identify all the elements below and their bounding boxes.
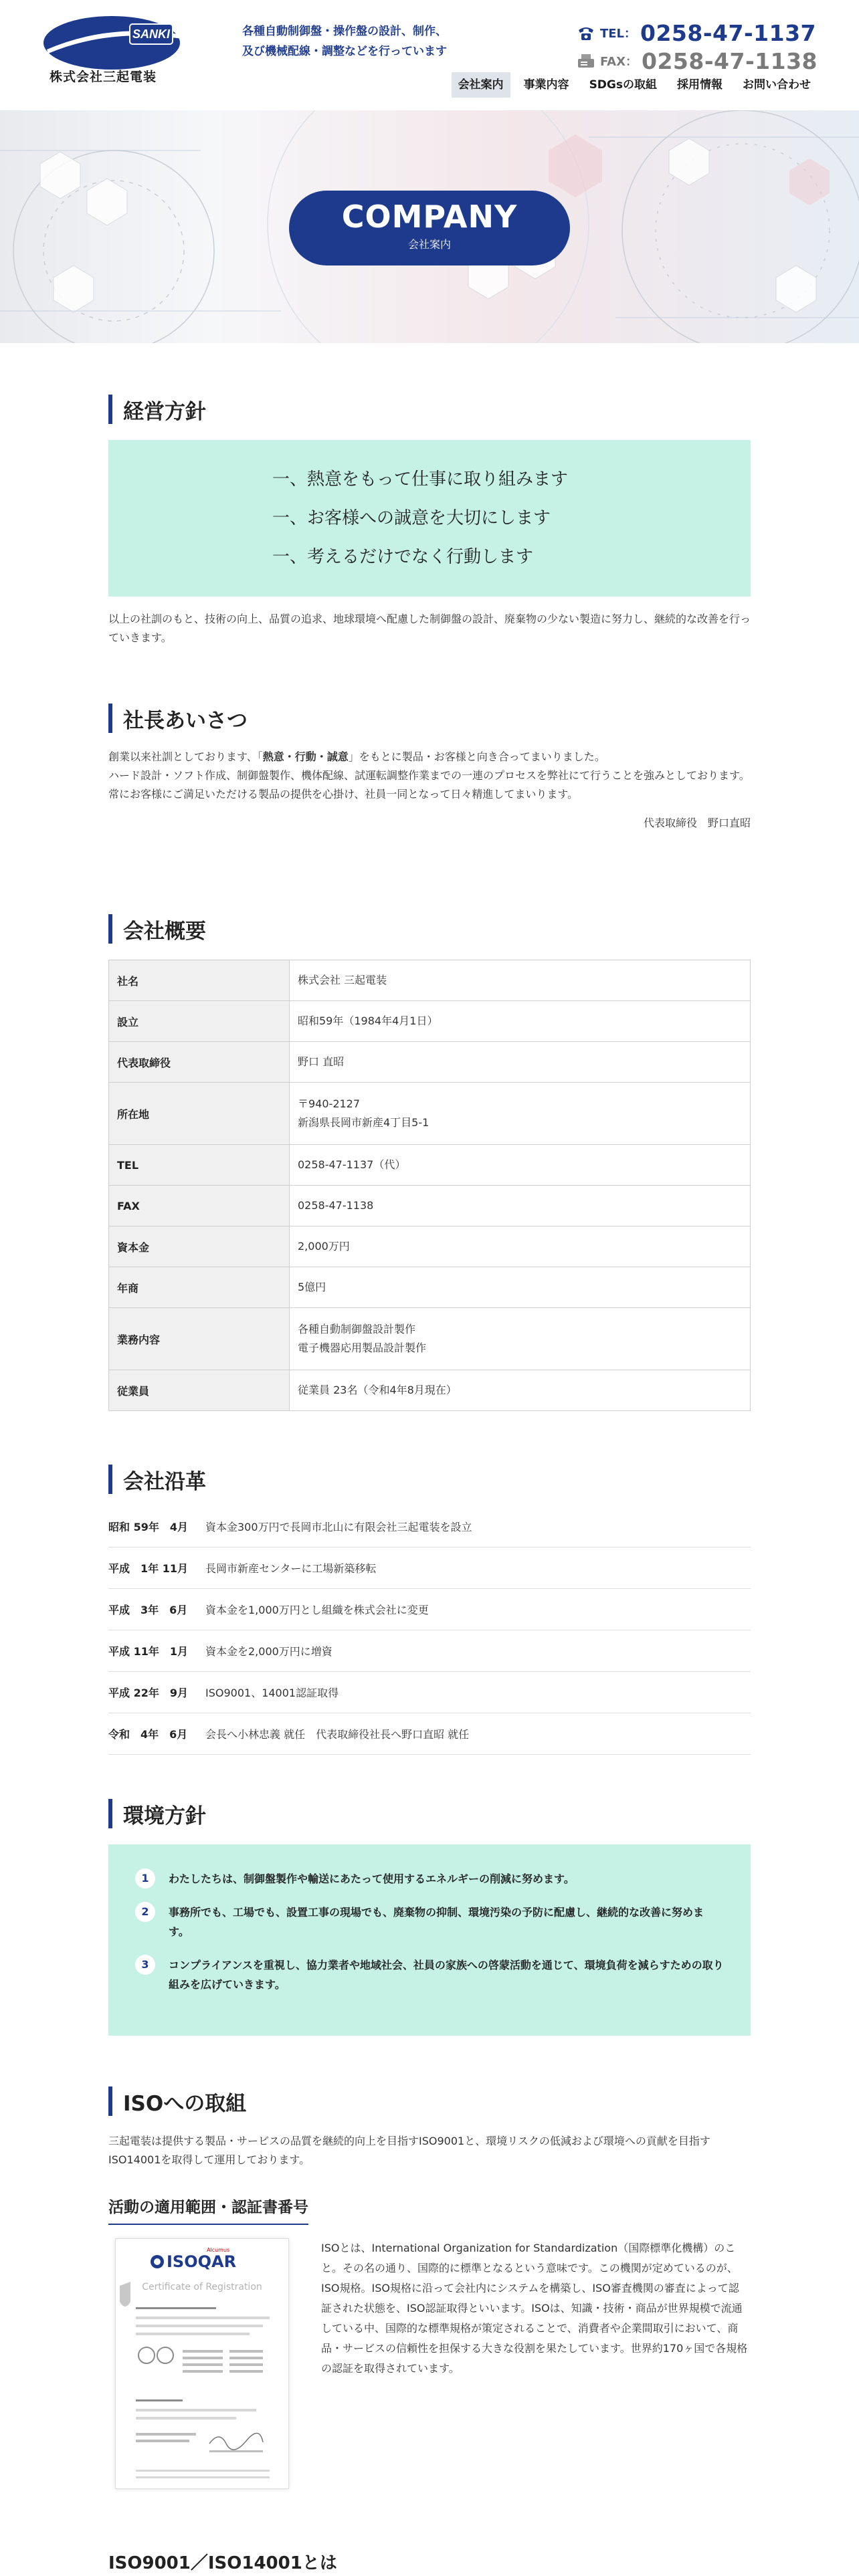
iso-subheading: 活動の適用範囲・認証書番号 (108, 2195, 308, 2225)
profile-section (108, 914, 751, 1411)
history-event: 資本金300万円で長岡市北山に有限会社三起電装を設立 (205, 1521, 472, 1533)
business-item: 各種自動制御盤設計製作 (298, 1323, 416, 1335)
phone-icon (576, 23, 596, 42)
environment-box (108, 1844, 751, 2036)
iso-certificate-image[interactable] (115, 2238, 289, 2489)
iso-section (108, 2086, 751, 2489)
table-row (109, 960, 751, 1001)
table-row (109, 1226, 751, 1267)
tagline-line-2: 及び機械配線・調整などを行っています (242, 45, 447, 58)
cert-text-line (136, 2399, 183, 2401)
profile-key: 資本金 (109, 1226, 290, 1267)
table-row (109, 1001, 751, 1042)
policy-note: 以上の社訓のもと、技術の向上、品質の追求、地球環境へ配慮した制御盤の設計、廃棄物の少ない製造に努力し、継続的な改善を行っていきます。 (108, 613, 751, 644)
policy-line-3: 一、考えるだけでなく行動します (272, 547, 534, 567)
history-event: 資本金を2,000万円に増資 (205, 1645, 332, 1658)
history-date: 令和 4年 6月 (108, 1728, 188, 1741)
greeting-paragraph-3: 常にお客様にご満足いただける製品の提供を心掛け、社員一同となって日々精進してまいります。 (108, 788, 579, 800)
profile-value (290, 1308, 751, 1370)
policy-line-1: 一、熱意をもって仕事に取り組みます (272, 469, 569, 490)
list-item (108, 1713, 751, 1755)
profile-value: 0258-47-1137（代） (290, 1145, 751, 1186)
environment-text: コンプライアンスを重視し、協力業者や地域社会、社員の家族への啓蒙活動を通じて、環境負荷を減らすための取り組みを広げていきます。 (169, 1959, 724, 1991)
list-item (108, 1672, 751, 1713)
policy-line-2: 一、お客様への誠意を大切にします (272, 508, 551, 528)
greeting-signature: 代表取締役 野口直昭 (643, 817, 751, 829)
hero-banner (0, 110, 859, 343)
fax-row (576, 47, 818, 75)
history-event: ISO9001、14001認証取得 (205, 1687, 339, 1699)
cert-text-line (136, 2317, 270, 2319)
history-section (108, 1465, 751, 1755)
cert-signature-icon (136, 2428, 270, 2461)
profile-value: 5億円 (290, 1267, 751, 1308)
table-row (109, 1308, 751, 1370)
list-item (108, 1547, 751, 1589)
site-header (0, 0, 859, 110)
profile-key: 業務内容 (109, 1308, 290, 1370)
list-item (135, 1902, 724, 1941)
cert-shield-icon (116, 2279, 136, 2319)
cert-issuer-small: Alcumus (207, 2247, 230, 2253)
history-list (108, 1506, 751, 1755)
profile-value: 株式会社 三起電装 (290, 960, 751, 1001)
environment-heading: 環境方針 (108, 1799, 751, 1828)
profile-table (108, 960, 751, 1411)
sanki-logo-icon (41, 12, 193, 74)
table-row (109, 1042, 751, 1083)
fax-number: 0258-47-1138 (641, 47, 818, 74)
profile-key: 設立 (109, 1001, 290, 1042)
profile-key: 社名 (109, 960, 290, 1001)
environment-section (108, 1799, 751, 2036)
hero-subtitle: 会社案内 (407, 238, 451, 251)
logo-text: SANKI (132, 27, 171, 41)
table-row (109, 1186, 751, 1226)
tel-number[interactable]: 0258-47-1137 (640, 19, 816, 46)
address: 新潟県長岡市新産4丁目5-1 (298, 1116, 430, 1129)
nav-recruit[interactable]: 採用情報 (677, 78, 723, 92)
cert-text-line (136, 2409, 256, 2411)
isoqar-mark-icon (149, 2254, 165, 2270)
tel-row[interactable] (576, 19, 818, 47)
profile-key: FAX (109, 1186, 290, 1226)
list-item (108, 1506, 751, 1547)
policy-box (108, 440, 751, 597)
profile-value: 2,000万円 (290, 1226, 751, 1267)
profile-value: 野口 直昭 (290, 1042, 751, 1083)
policy-section (108, 395, 751, 647)
environment-number: 3 (135, 1955, 155, 1975)
profile-key: 年商 (109, 1267, 290, 1308)
environment-number: 2 (135, 1902, 155, 1922)
business-item: 電子機器応用製品設計製作 (298, 1341, 427, 1354)
greeting-body (108, 748, 751, 804)
cert-text-line (136, 2417, 236, 2420)
list-item (135, 1955, 724, 1994)
history-event: 長岡市新産センターに工場新築移転 (205, 1562, 377, 1575)
hero-title-badge (289, 191, 570, 265)
profile-value (290, 1083, 751, 1145)
nav-contact[interactable]: お問い合わせ (743, 78, 811, 92)
list-item (108, 1589, 751, 1630)
main-nav (452, 72, 818, 98)
greeting-heading: 社長あいさつ (108, 704, 751, 733)
cert-text-line (136, 2333, 250, 2335)
policy-heading: 経営方針 (108, 395, 751, 424)
iso-heading: ISOへの取組 (108, 2086, 751, 2116)
fax-label: FAX： (599, 55, 638, 69)
profile-key: 所在地 (109, 1083, 290, 1145)
cert-title: Certificate of Registration (142, 2282, 262, 2292)
nav-sdgs[interactable]: SDGsの取組 (589, 78, 657, 92)
nav-business[interactable]: 事業内容 (523, 78, 569, 92)
greeting-motto: 熱意・行動・誠意 (262, 750, 349, 763)
list-item (108, 1630, 751, 1672)
profile-value: 0258-47-1138 (290, 1186, 751, 1226)
iso-description: ISOとは、International Organization for Standardization（国際標準化機構）のこと。その名の通り、国際的に標準となるという意味です。この機関が定めているのが、ISO規格。ISO規格に沿って会社内にシステムを構築し、ISO審査機関の審査によって認証された状態を、ISO認証取得といいます。ISOは、知識・技術・商品が世界規模で流通している中、国際的な標準規格が策定されることで、消費者や企業間取引において、商品・サービスの信頼性を担保する大きな役割を果たしています。世界約170ヶ国で各規格の認証を取得されています。 (321, 2242, 748, 2375)
table-row (109, 1267, 751, 1308)
environment-text: 事務所でも、工場でも、設置工事の現場でも、廃棄物の抑制、環境汚染の予防に配慮し、継続的な改善に努めます。 (169, 1906, 704, 1938)
cert-logo: ISOQAR (167, 2252, 237, 2271)
environment-text: わたしたちは、制御盤製作や輸送にあたって使用するエネルギーの削減に努めます。 (169, 1872, 575, 1885)
company-name: 株式会社三起電装 (49, 70, 157, 84)
iso-intro: 三起電装は提供する製品・サービスの品質を継続的向上を目指すISO9001と、環境リスクの低減および環境への貢献を目指すISO14001を取得して運用しております。 (108, 2135, 710, 2166)
history-heading: 会社沿革 (108, 1465, 751, 1494)
tagline-line-1: 各種自動制御盤・操作盤の設計、制作、 (242, 25, 447, 38)
cert-text-line (136, 2476, 270, 2478)
history-date: 平成 3年 6月 (108, 1604, 188, 1616)
profile-key: 代表取締役 (109, 1042, 290, 1083)
history-event: 資本金を1,000万円とし組織を株式会社に変更 (205, 1604, 429, 1616)
greeting-section (108, 704, 751, 830)
cert-text-line (136, 2470, 270, 2472)
table-row (109, 1083, 751, 1145)
fax-icon (576, 51, 596, 70)
cert-text-line (136, 2307, 216, 2309)
profile-value: 昭和59年（1984年4月1日） (290, 1001, 751, 1042)
logo[interactable] (41, 12, 197, 74)
cert-text-line (136, 2325, 263, 2327)
iso-definition-section (108, 2549, 751, 2574)
iso-definition-heading: ISO9001／ISO14001とは (108, 2553, 337, 2573)
contact-block (576, 19, 818, 75)
nav-company[interactable]: 会社案内 (452, 72, 510, 98)
environment-number: 1 (135, 1868, 155, 1889)
postal-code: 〒940-2127 (298, 1097, 361, 1110)
hero-title: COMPANY (341, 199, 518, 235)
profile-key: TEL (109, 1145, 290, 1186)
cert-details-block-icon (136, 2345, 270, 2391)
iso-content (108, 2238, 751, 2489)
table-row (109, 1370, 751, 1411)
profile-key: 従業員 (109, 1370, 290, 1411)
history-event: 会長へ小林忠義 就任 代表取締役社長へ野口直昭 就任 (205, 1728, 470, 1741)
history-date: 平成 22年 9月 (108, 1687, 188, 1699)
table-row (109, 1145, 751, 1186)
greeting-paragraph-2: ハード設計・ソフト作成、制御盤製作、機体配線、試運転調整作業までの一連のプロセスを弊社にて行うことを強みとしております。 (108, 769, 750, 782)
history-date: 昭和 59年 4月 (108, 1521, 188, 1533)
profile-heading: 会社概要 (108, 914, 751, 944)
profile-value: 従業員 23名（令和4年8月現在） (290, 1370, 751, 1411)
list-item (135, 1868, 724, 1889)
tagline (242, 21, 447, 62)
greeting-paragraph-1: 創業以来社訓としております、「熱意・行動・誠意」をもとに製品・お客様と向き合ってまいりました。 (108, 750, 605, 763)
tel-label: TEL： (599, 27, 636, 41)
history-date: 平成 1年 11月 (108, 1562, 188, 1575)
history-date: 平成 11年 1月 (108, 1645, 188, 1658)
